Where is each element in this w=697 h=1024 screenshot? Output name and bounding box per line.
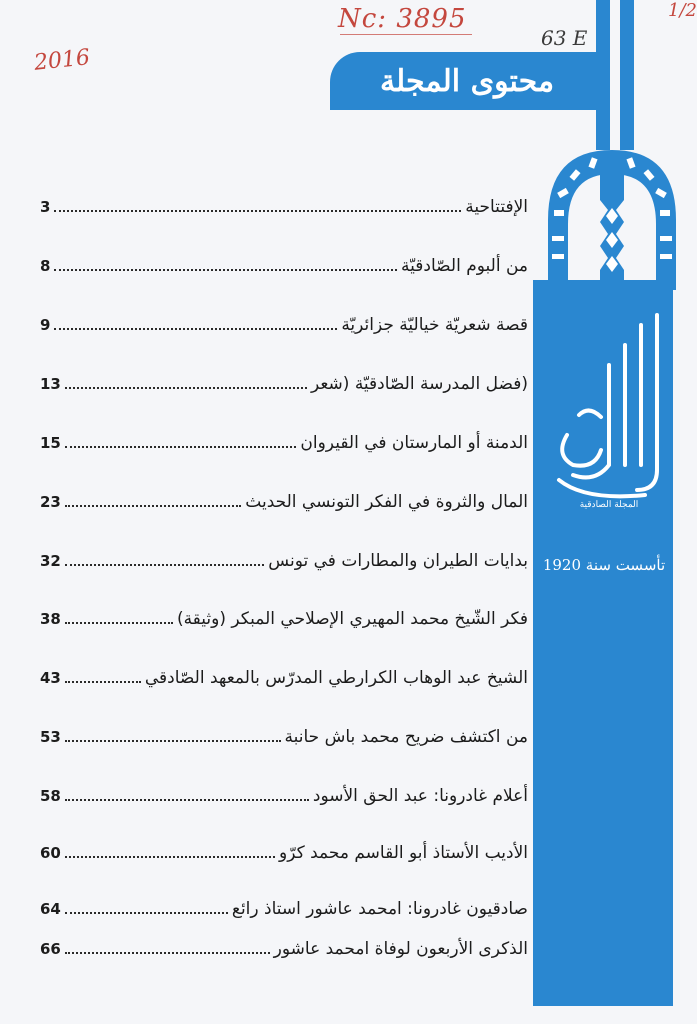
- arch-emblem-icon: [540, 140, 684, 290]
- contents-title-tab: [330, 52, 604, 110]
- toc-title: صادقيون غادرونا: امحمد عاشور استاذ رائع: [231, 899, 528, 919]
- toc-leader-dots: [54, 255, 397, 271]
- toc-page-number: 53: [40, 728, 61, 746]
- toc-title: قصة شعريّة خياليّة جزائريّة: [341, 315, 528, 335]
- toc-leader-dots: [65, 667, 141, 683]
- handwritten-underline: [340, 34, 472, 35]
- toc-leader-dots: [65, 898, 228, 914]
- toc-page-number: 3: [40, 198, 51, 216]
- toc-title: الدمنة أو المارستان في القيروان: [300, 433, 528, 453]
- svg-text:المجلة الصادقية: المجلة الصادقية: [579, 500, 639, 510]
- toc-title: المال والثروة في الفكر التونسي الحديث: [245, 492, 528, 512]
- toc-leader-dots: [65, 938, 270, 954]
- toc-leader-dots: [65, 785, 309, 801]
- toc-title: من ألبوم الصّادقيّة: [401, 256, 528, 276]
- toc-entry[interactable]: [40, 550, 528, 580]
- toc-leader-dots: [65, 432, 297, 448]
- toc-title: الأديب الأستاذ أبو القاسم محمد كرّو: [279, 843, 528, 863]
- toc-leader-dots: [54, 314, 337, 330]
- toc-entry[interactable]: [40, 898, 528, 928]
- toc-page-number: 8: [40, 257, 51, 275]
- toc-leader-dots: [65, 373, 307, 389]
- toc-entry[interactable]: [40, 608, 528, 638]
- toc-entry[interactable]: [40, 667, 528, 697]
- toc-title: من اكتشف ضريح محمد باش حانبة: [284, 727, 528, 747]
- toc-title: أعلام غادرونا: عبد الحق الأسود: [312, 786, 528, 806]
- toc-entry[interactable]: [40, 255, 528, 285]
- toc-entry[interactable]: [40, 432, 528, 462]
- toc-leader-dots: [65, 726, 281, 742]
- toc-title: الشيخ عبد الوهاب الكرارطي المدرّس بالمعهد الصّادقي: [144, 668, 528, 688]
- toc-entry[interactable]: [40, 196, 528, 226]
- toc-entry[interactable]: [40, 491, 528, 521]
- decor-stem-right: [620, 0, 634, 150]
- handwritten-year: 2016: [32, 45, 92, 76]
- handwritten-corner-mark: 1/2: [668, 0, 697, 21]
- toc-page-number: 9: [40, 316, 51, 334]
- toc-leader-dots: [65, 491, 241, 507]
- handwritten-code: 63 E: [541, 26, 588, 50]
- toc-title: (فضل المدرسة الصّادقيّة (شعر: [310, 374, 528, 394]
- toc-entry[interactable]: [40, 938, 528, 968]
- toc-leader-dots: [65, 842, 275, 858]
- toc-entry[interactable]: [40, 842, 528, 872]
- toc-page-number: 32: [40, 552, 61, 570]
- toc-page-number: 66: [40, 940, 61, 958]
- toc-page-number: 43: [40, 669, 61, 687]
- toc-page-number: 13: [40, 375, 61, 393]
- founded-year: تأسست سنة 1920: [542, 556, 666, 574]
- toc-leader-dots: [65, 550, 264, 566]
- toc-title: بدايات الطيران والمطارات في تونس: [268, 551, 528, 571]
- toc-entry[interactable]: [40, 785, 528, 815]
- toc-leader-dots: [54, 196, 461, 212]
- toc-title: فكر الشّيخ محمد المهيري الإصلاحي المبكر (وثيقة): [176, 609, 528, 629]
- toc-page-number: 23: [40, 493, 61, 511]
- page-title: محتوى المجلة: [379, 63, 555, 99]
- toc-page-number: 15: [40, 434, 61, 452]
- toc-leader-dots: [65, 608, 173, 624]
- toc-page-number: 64: [40, 900, 61, 918]
- magazine-logo: [545, 305, 673, 510]
- handwritten-reference: Nc: 3895: [338, 4, 467, 34]
- toc-entry[interactable]: [40, 726, 528, 756]
- toc-entry[interactable]: [40, 314, 528, 344]
- toc-page-number: 38: [40, 610, 61, 628]
- toc-entry[interactable]: [40, 373, 528, 403]
- toc-page-number: 60: [40, 844, 61, 862]
- toc-title: الإفتتاحية: [465, 197, 528, 217]
- toc-page-number: 58: [40, 787, 61, 805]
- toc-title: الذكرى الأربعون لوفاة امحمد عاشور: [273, 939, 528, 959]
